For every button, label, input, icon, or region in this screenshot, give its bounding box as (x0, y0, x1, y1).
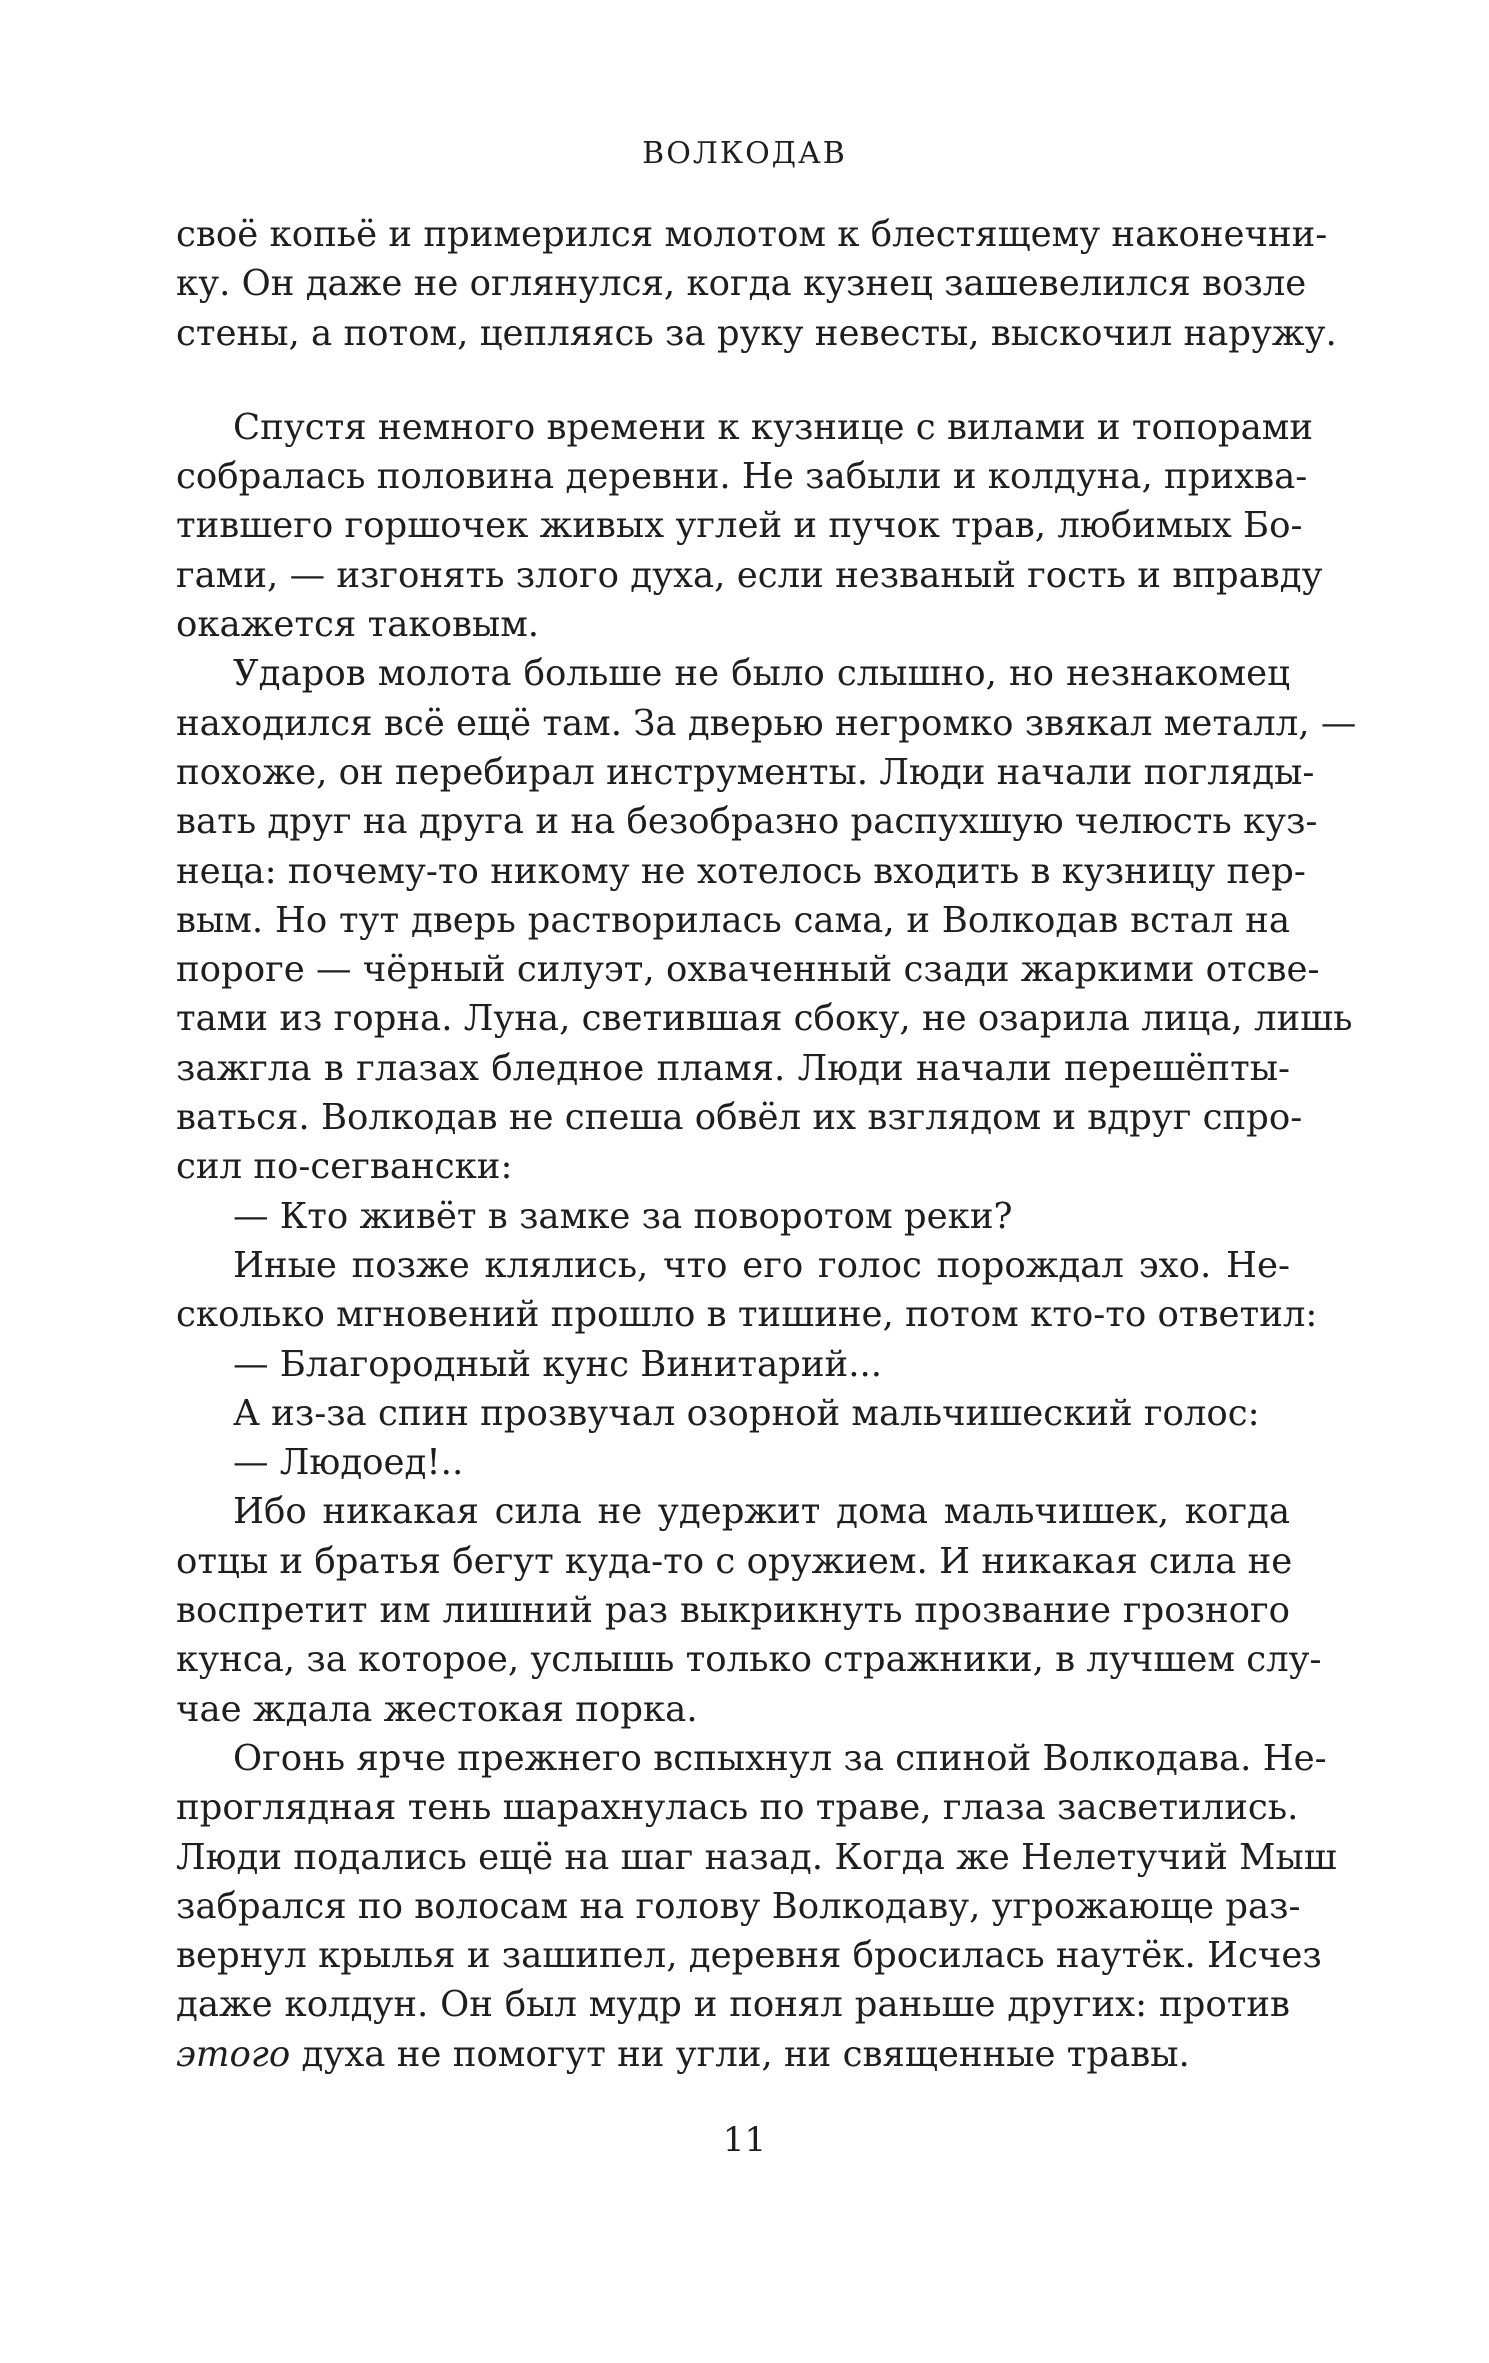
text-line: ваться. Волкодав не спеша обвёл их взглядом и вдруг спро- (176, 1097, 1303, 1139)
text-line: Иные позже клялись, что его голос порождал эхо. Не- (233, 1244, 1290, 1286)
text-line: стены, а потом, цепляясь за руку невесты, выскочил наружу. (176, 312, 1337, 354)
text-line: воспретит им лишний раз выкрикнуть прозвание грозного (176, 1590, 1290, 1632)
text-line: Люди подались ещё на шаг назад. Когда же Нелетучий Мыш (176, 1836, 1337, 1878)
text-line: окажется таковым. (176, 604, 540, 646)
text-line: собралась половина деревни. Не забыли и колдуна, прихва- (176, 456, 1308, 498)
running-header: ВОЛКОДАВ (642, 136, 847, 171)
text-line: похоже, он перебирал инструменты. Люди начали погляды- (176, 751, 1315, 793)
text-line: тами из горна. Луна, светившая сбоку, не озарила лица, лишь (176, 998, 1353, 1040)
dialogue-line: — Благородный кунс Винитарий... (233, 1343, 883, 1385)
text-line: Огонь ярче прежнего вспыхнул за спиной Волкодава. Не- (233, 1737, 1327, 1779)
text-line: кунса, за которое, услышь только стражники, в лучшем слу- (176, 1639, 1322, 1681)
text-line: неца: почему-то никому не хотелось входить в кузницу пер- (176, 850, 1306, 892)
text-line-last (176, 2030, 1290, 2079)
text-line: проглядная тень шарахнулась по траве, глаза засветились. (176, 1787, 1299, 1829)
body-text (176, 210, 1357, 2079)
text-line: вым. Но тут дверь растворилась сама, и Волкодав встал на (176, 899, 1290, 941)
text-line: тившего горшочек живых углей и пучок трав, любимых Бо- (176, 505, 1303, 547)
text-line: Ударов молота больше не было слышно, но незнакомец (233, 653, 1290, 695)
text-line: сколько мгновений прошло в тишине, потом кто-то ответил: (176, 1294, 1318, 1336)
text-line: даже колдун. Он был мудр и понял раньше других: против (176, 1984, 1290, 2026)
text-line: вернул крылья и зашипел, деревня бросилась наутёк. Исчез (176, 1935, 1322, 1977)
dialogue-line: — Кто живёт в замке за поворотом реки? (233, 1195, 1013, 1237)
text-line: Спустя немного времени к кузнице с вилами и топорами (233, 406, 1314, 448)
text-line: вать друг на друга и на безобразно распухшую челюсть куз- (176, 801, 1318, 843)
text-line: ку. Он даже не оглянулся, когда кузнец зашевелился возле (176, 263, 1307, 305)
text-line: пороге — чёрный силуэт, охваченный сзади жаркими отсве- (176, 949, 1320, 991)
emphasized-word: этого (176, 2033, 291, 2075)
text-line: сил по-сегвански: (176, 1146, 513, 1188)
dialogue-line: — Людоед!.. (233, 1442, 464, 1484)
text-line-rest: духа не помогут ни угли, ни священные травы. (290, 2033, 1190, 2075)
text-line: забрался по волосам на голову Волкодаву, угрожающе раз- (176, 1885, 1301, 1927)
text-line: чае ждала жестокая порка. (176, 1688, 698, 1730)
page-number: 11 (722, 2120, 767, 2160)
section-break (176, 358, 1290, 403)
text-line: Ибо никакая сила не удержит дома мальчишек, когда (233, 1491, 1290, 1533)
text-line: зажгла в глазах бледное пламя. Люди начали перешёпты- (176, 1047, 1290, 1089)
text-line: своё копьё и примерился молотом к блестящему наконечни- (176, 214, 1328, 255)
text-line: отцы и братья бегут куда-то с оружием. И никакая сила не (176, 1540, 1293, 1582)
text-line: находился всё ещё там. За дверью негромко звякал металл, — (176, 702, 1357, 744)
text-line: гами, — изгонять злого духа, если незваный гость и вправду (176, 554, 1323, 596)
text-line: А из-за спин прозвучал озорной мальчишеский голос: (233, 1392, 1260, 1434)
